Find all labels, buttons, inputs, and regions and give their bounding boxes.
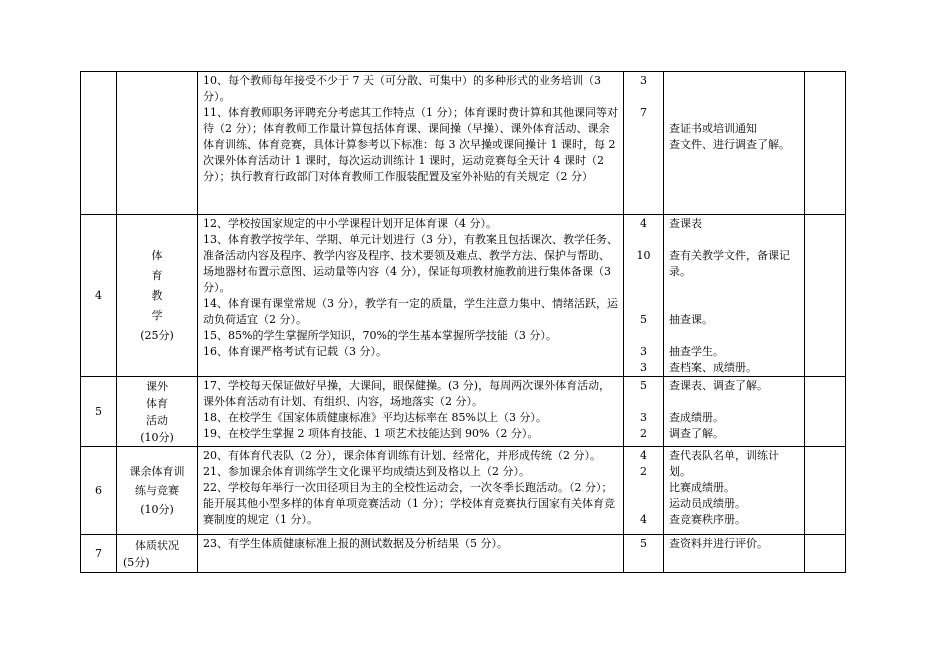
table-row xyxy=(81,215,846,377)
method-text: 运动员成绩册。 xyxy=(669,497,746,510)
score-cell xyxy=(624,447,664,535)
criterion-12: 12、学校按国家规定的中小学课程计划开足体育课（4 分）。 xyxy=(203,217,497,230)
criterion-19: 19、在校学生掌握 2 项体育技能、1 项艺术技能达到 90%（2 分）。 xyxy=(203,427,539,440)
score-value: 3 xyxy=(640,361,647,374)
score-value: 2 xyxy=(640,427,647,440)
score-value: 4 xyxy=(640,217,647,230)
method-text: 查代表队名单，训练计划。 xyxy=(669,449,779,478)
item-cell: 课外 体育 活动 (10分) xyxy=(117,377,198,447)
score-value: 2 xyxy=(640,465,647,478)
method-text: 查证书或培训通知 xyxy=(669,122,757,135)
score-value: 5 xyxy=(640,313,647,326)
table-row xyxy=(81,72,846,215)
remark-cell xyxy=(805,72,846,215)
criterion-18: 18、在校学生《国家体质健康标准》平均达标率在 85%以上（3 分）。 xyxy=(203,411,547,424)
method-text: 查资料并进行评价。 xyxy=(669,537,768,550)
criterion-10: 10、每个教师每年接受不少于 7 天（可分散、可集中）的多种形式的业务培训（3 分）。 xyxy=(203,74,601,103)
score-cell xyxy=(624,535,664,573)
remark-cell xyxy=(805,377,846,447)
criterion-17: 17、学校每天保证做好早操，大课间，眼保健操。(3 分)，每周两次课外体育活动，课外体育活动有计划、有组织、内容，场地落实（2 分）。 xyxy=(203,379,611,408)
method-text: 查有关教学文件，备课记录。 xyxy=(669,249,790,278)
method-cell xyxy=(664,447,805,535)
method-cell xyxy=(664,535,805,573)
method-text: 查档案、成绩册。 xyxy=(669,361,757,374)
row-number-cell: 4 xyxy=(81,215,117,377)
score-value: 5 xyxy=(640,379,647,392)
score-value: 3 xyxy=(640,411,647,424)
item-cell: 体质状况 (5分) xyxy=(117,535,198,573)
remark-cell xyxy=(805,215,846,377)
score-cell xyxy=(624,72,664,215)
criteria-cell xyxy=(198,215,624,377)
criteria-cell xyxy=(198,72,624,215)
method-text: 查课表 xyxy=(669,217,702,230)
method-text: 查文件、进行调查了解。 xyxy=(669,138,790,151)
table-row xyxy=(81,377,846,447)
criteria-cell xyxy=(198,447,624,535)
criterion-15: 15、85%的学生掌握所学知识，70%的学生基本掌握所学技能（3 分）。 xyxy=(203,329,557,342)
score-value: 3 xyxy=(640,345,647,358)
score-value: 10 xyxy=(636,249,651,262)
criterion-21: 21、参加课余体育训练学生文化课平均成绩达到及格以上（2 分）。 xyxy=(203,465,530,478)
criterion-20: 20、有体育代表队（2 分），课余体育训练有计划、经常化，并形成传统（2 分）。 xyxy=(203,449,601,462)
method-text: 比赛成绩册。 xyxy=(669,481,735,494)
row-number-cell: 6 xyxy=(81,447,117,535)
method-text: 调查了解。 xyxy=(669,427,724,440)
remark-cell xyxy=(805,535,846,573)
criterion-11: 11、体育教师职务评聘充分考虑其工作特点（1 分）；体育课时费计算和其他课同等对待（2 分）；体育教师工作量计算包括体育课、课间操（早操）、课外体育活动、课余体育训练、体育竞赛，具体计算参考以下标准：每 3 次早操或课间操计 1 课时，每 2 次课外体育活动计 1 课时，每次运动训练计 1 课时，运动竞赛每全天计 4 课时（2 分）；执行教育行政部门对体育教师工作服装配置及室外补贴的有关规定（2 分） xyxy=(203,106,618,183)
criterion-14: 14、体育课有课堂常规（3 分），教学有一定的质量，学生注意力集中、情绪活跃，运动负荷适宜（2 分）。 xyxy=(203,297,618,326)
table-row xyxy=(81,535,846,573)
criterion-13: 13、体育教学按学年、学期、单元计划进行（3 分），有教案且包括课次、教学任务、准备活动内容及程序、教学内容及程序、技术要领及难点、教学方法、保护与帮助、场地器材布置示意图、运动量等内容（4 分），保证每项教材施教前进行集体备课（3 分）。 xyxy=(203,233,618,294)
method-text: 查成绩册。 xyxy=(669,411,724,424)
score-value: 7 xyxy=(640,106,647,119)
score-value: 4 xyxy=(640,513,647,526)
remark-cell xyxy=(805,447,846,535)
evaluation-table xyxy=(80,71,846,573)
score-value: 4 xyxy=(640,449,647,462)
row-number-cell: 5 xyxy=(81,377,117,447)
method-text: 抽查学生。 xyxy=(669,345,724,358)
criterion-22: 22、学校每年举行一次田径项目为主的全校性运动会，一次冬季长跑活动。（2 分）；能开展其他小型多样的体育单项竞赛活动（1 分）；学校体育竞赛执行国家有关体育竞赛制度的规定（1 分）。 xyxy=(203,481,615,526)
method-text: 查竞赛秩序册。 xyxy=(669,513,746,526)
row-number-cell: 7 xyxy=(81,535,117,573)
method-text: 查课表、调查了解。 xyxy=(669,379,768,392)
row-number-cell xyxy=(81,72,117,215)
method-cell xyxy=(664,215,805,377)
item-cell xyxy=(117,72,198,215)
score-value: 5 xyxy=(640,537,647,550)
criteria-cell xyxy=(198,535,624,573)
table-row xyxy=(81,447,846,535)
score-cell xyxy=(624,377,664,447)
criterion-23: 23、有学生体质健康标准上报的测试数据及分析结果（5 分）。 xyxy=(203,537,508,550)
item-cell: 课余体育训 练与竞赛 (10分) xyxy=(117,447,198,535)
score-value: 3 xyxy=(640,74,647,87)
method-cell xyxy=(664,72,805,215)
criteria-cell xyxy=(198,377,624,447)
criterion-16: 16、体育课严格考试有记载（3 分）。 xyxy=(203,345,387,358)
method-cell xyxy=(664,377,805,447)
item-cell: 体 育 教 学 (25分) xyxy=(117,215,198,377)
score-cell xyxy=(624,215,664,377)
method-text: 抽查课。 xyxy=(669,313,713,326)
